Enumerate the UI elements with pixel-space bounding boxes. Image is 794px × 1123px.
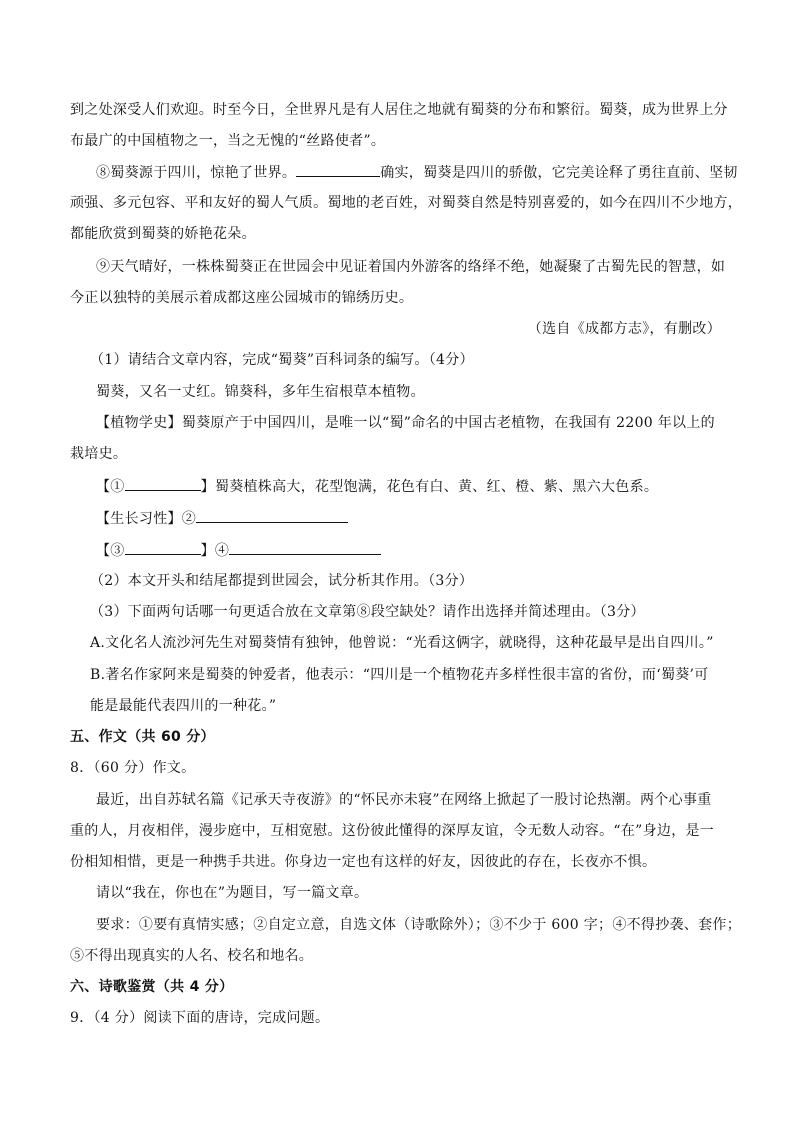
passage-para7-line2: 布最广的中国植物之一，当之无愧的“丝路使者”。	[70, 133, 386, 149]
question-3-option-b-line2: 能是最能代表四川的一种花。”	[90, 698, 277, 714]
question-1-intro: 蜀葵，又名一丈红。锦葵科，多年生宿根草本植物。	[96, 384, 425, 400]
essay-requirements-line1: 要求：①要有真情实感；②自定立意，自选文体（诗歌除外）；③不少于 600 字；④不得抄袭、套作；	[96, 917, 742, 933]
item4-blank-line	[229, 540, 381, 555]
item3-blank-line	[125, 540, 201, 555]
item3-bracket-close: 】④	[200, 543, 230, 559]
section-6-heading: 六、诗歌鉴赏（共 4 分）	[70, 979, 234, 995]
question-3-option-a: A.文化名人流沙河先生对蜀葵情有独钟，他曾说：“光看这俩字，就晓得，这种花最早是出自四川。”	[90, 635, 714, 651]
question-1-item3	[96, 540, 381, 561]
question-1-history-line2: 栽培史。	[70, 446, 128, 462]
item3-bracket-open: 【③	[96, 543, 125, 559]
question-3: （3）下面两句话哪一句更适合放在文章第⑧段空缺处？请作出选择并简述理由。（3分）	[90, 604, 645, 620]
item1-text: 】蜀葵植株高大，花型饱满，花色有白、黄、红、橙、紫、黑六大色系。	[200, 479, 659, 495]
para8-blank-line	[296, 162, 380, 177]
question-8: 8．（60 分）作文。	[70, 760, 196, 776]
question-1-item2	[96, 508, 348, 529]
passage-para7-line1: 到之处深受人们欢迎。时至今日，全世界凡是有人居住之地就有蜀葵的分布和繁衍。蜀葵，成为世界上分	[70, 102, 728, 118]
question-3-option-b-line1: B.著名作家阿来是蜀葵的钟爱者，他表示：“四川是一个植物花卉多样性很丰富的省份，而‘蜀葵’可	[90, 667, 709, 683]
essay-para1-line2: 重的人，月夜相伴，漫步庭中，互相宽慰。这份彼此懂得的深厚友谊，令无数人动容。“在”身边，是一	[70, 823, 715, 839]
essay-prompt: 请以“我在，你也在”为题目，写一篇文章。	[96, 885, 369, 901]
passage-para8-line3: 都能欣赏到蜀葵的娇艳花朵。	[70, 226, 256, 242]
section-5-heading: 五、作文（共 60 分）	[70, 729, 215, 745]
passage-para8-line2: 顽强、多元包容、平和友好的蜀人气质。蜀地的老百姓，对蜀葵自然是特别喜爱的，如今在四川不少地方，	[70, 195, 743, 211]
passage-source: （选自《成都方志》，有删改）	[527, 321, 721, 337]
item2-label: 【生长习性】②	[96, 511, 197, 527]
passage-para9-line2: 今正以独特的美展示着成都这座公园城市的锦绣历史。	[70, 290, 414, 306]
item1-blank-line	[125, 476, 201, 491]
passage-para9-line1: ⑨天气晴好，一株株蜀葵正在世园会中见证着国内外游客的络绎不绝，她凝聚了古蜀先民的智慧，如	[96, 259, 726, 275]
item1-bracket-open: 【①	[96, 479, 125, 495]
question-1: （1）请结合文章内容，完成“蜀葵”百科词条的编写。（4分）	[90, 352, 474, 368]
para8-tail-text: 确实，蜀葵是四川的骄傲，它完美诠释了勇往直前、坚韧	[380, 165, 738, 181]
essay-para1-line1: 最近，出自苏轼名篇《记承天寺夜游》的“怀民亦未寝”在网络上掀起了一股讨论热潮。两个心事重	[96, 792, 712, 808]
item2-blank-line	[196, 508, 348, 523]
passage-para8-line1	[96, 162, 738, 183]
essay-para1-line3: 份相知相惜，更是一种携手共进。你身边一定也有这样的好友，因彼此的存在，长夜亦不惧。	[70, 854, 657, 870]
question-1-history-line1: 【植物学史】蜀葵原产于中国四川，是唯一以“蜀”命名的中国古老植物，在我国有 2200 年以上的	[96, 415, 715, 431]
question-9: 9．（4 分）阅读下面的唐诗，完成问题。	[70, 1010, 330, 1026]
para8-lead-text: ⑧蜀葵源于四川，惊艳了世界。	[96, 165, 297, 181]
essay-requirements-line2: ⑤不得出现真实的人名、校名和地名。	[70, 948, 314, 964]
question-2: （2）本文开头和结尾都提到世园会，试分析其作用。（3分）	[90, 573, 474, 589]
question-1-item1	[96, 476, 658, 497]
